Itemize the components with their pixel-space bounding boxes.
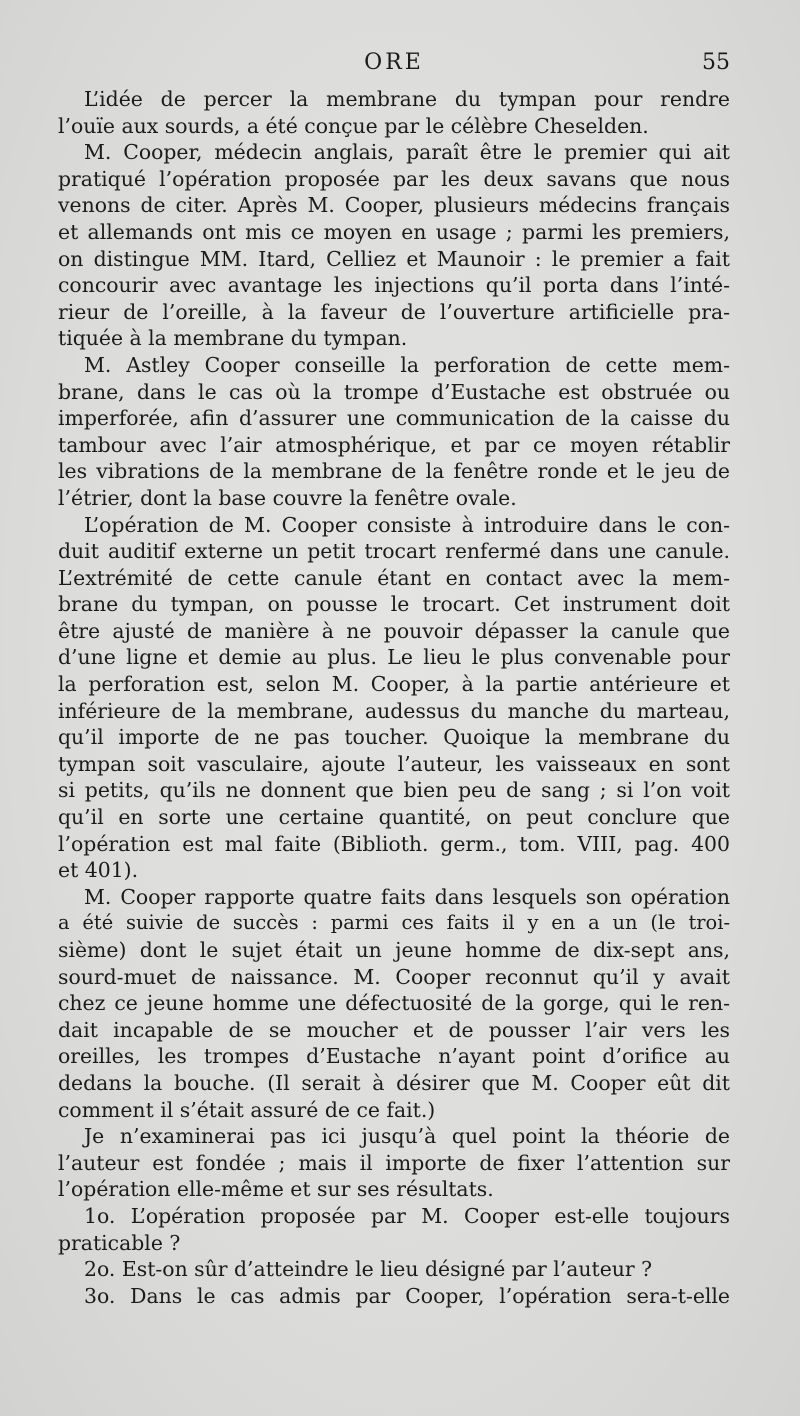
text-line: L’opération de M. Cooper consiste à introduire dans le con- [84, 512, 730, 537]
text-line: dait incapable de se moucher et de pousser l’air vers les [58, 1017, 730, 1042]
text-line: imperforée, afin d’assurer une communication de la caisse du [58, 406, 730, 431]
text-line: L’extrémité de cette canule étant en contact avec la mem- [58, 565, 730, 590]
text-line: et 401). [58, 858, 139, 883]
text-line: 1o. L’opération proposée par M. Cooper est-elle toujours [84, 1203, 730, 1228]
text-line: qu’il en sorte une certaine quantité, on peut conclure que [58, 805, 730, 830]
text-line: M. Cooper, médecin anglais, paraît être le premier qui ait [84, 140, 730, 165]
text-line: sourd-muet de naissance. M. Cooper reconnut qu’il y avait [58, 964, 730, 989]
text-line: sième) dont le sujet était un jeune homme de dix-sept ans, [58, 938, 730, 962]
text-line: chez ce jeune homme une défectuosité de la gorge, qui le ren- [58, 991, 730, 1016]
text-line: tiquée à la membrane du tympan. [58, 326, 408, 351]
text-line: L’idée de percer la membrane du tympan pour rendre [84, 87, 730, 111]
text-line: rieur de l’oreille, à la faveur de l’ouverture artificielle pra- [58, 299, 730, 324]
text-line: 3o. Dans le cas admis par Cooper, l’opération sera-t-elle [84, 1283, 730, 1308]
text-line: venons de citer. Après M. Cooper, plusieurs médecins français [58, 193, 730, 218]
text-line: concourir avec avantage les injections qu’il porta dans l’inté- [58, 273, 730, 298]
page-number: 55 [702, 50, 730, 75]
text-line: pratiqué l’opération proposée par les deux savans que nous [58, 166, 730, 191]
text-line: M. Astley Cooper conseille la perforation de cette mem- [84, 352, 730, 377]
text-line: Je n’examinerai pas ici jusqu’à quel point la théorie de [84, 1124, 730, 1149]
text-line: duit auditif externe un petit trocart renfermé dans une canule. [58, 539, 730, 564]
text-line: dedans la bouche. (Il serait à désirer que M. Cooper eût dit [58, 1070, 730, 1095]
text-line: d’une ligne et demie au plus. Le lieu le plus convenable pour [58, 645, 730, 670]
text-line: l’étrier, dont la base couvre la fenêtre ovale. [58, 485, 517, 510]
text-line: qu’il importe de ne pas toucher. Quoique la membrane du [58, 725, 730, 750]
text-line: l’opération elle-même et sur ses résultats. [58, 1177, 494, 1202]
text-line: a été suivie de succès : parmi ces faits il y en a un (le troi- [58, 911, 730, 935]
text-line: les vibrations de la membrane de la fenêtre ronde et le jeu de [58, 459, 730, 484]
text-line: l’opération est mal faite (Biblioth. germ., tom. VIII, pag. 400 [58, 831, 730, 856]
text-line: si petits, qu’ils ne donnent que bien peu de sang ; si l’on voit [58, 778, 730, 803]
text-line: praticable ? [58, 1230, 181, 1255]
text-line: comment il s’était assuré de ce fait.) [58, 1097, 436, 1122]
text-line: on distingue MM. Itard, Celliez et Maunoir : le premier a fait [58, 246, 730, 271]
text-line: 2o. Est-on sûr d’atteindre le lieu désigné par l’auteur ? [84, 1257, 653, 1282]
text-line: brane du tympan, on pousse le trocart. Cet instrument doit [58, 592, 730, 617]
running-head: ORE [364, 50, 424, 75]
text-line: oreilles, les trompes d’Eustache n’ayant point d’orifice au [58, 1044, 730, 1069]
text-line: M. Cooper rapporte quatre faits dans lesquels son opération [84, 884, 730, 909]
text-line: inférieure de la membrane, audessus du manche du marteau, [58, 698, 730, 723]
text-line: tympan soit vasculaire, ajoute l’auteur, les vaisseaux en sont [58, 751, 730, 776]
text-line: et allemands ont mis ce moyen en usage ; parmi les premiers, [58, 219, 730, 244]
text-line: tambour avec l’air atmosphérique, et par ce moyen rétablir [58, 432, 730, 457]
text-line: être ajusté de manière à ne pouvoir dépasser la canule que [58, 618, 730, 643]
text-line: l’ouïe aux sourds, a été conçue par le célèbre Cheselden. [58, 113, 649, 138]
body-text [58, 86, 730, 1309]
text-line: brane, dans le cas où la trompe d’Eustache est obstruée ou [58, 379, 730, 404]
page-header [58, 50, 730, 84]
text-line: l’auteur est fondée ; mais il importe de fixer l’attention sur [58, 1150, 730, 1175]
text-line: la perforation est, selon M. Cooper, à la partie antérieure et [58, 672, 730, 697]
